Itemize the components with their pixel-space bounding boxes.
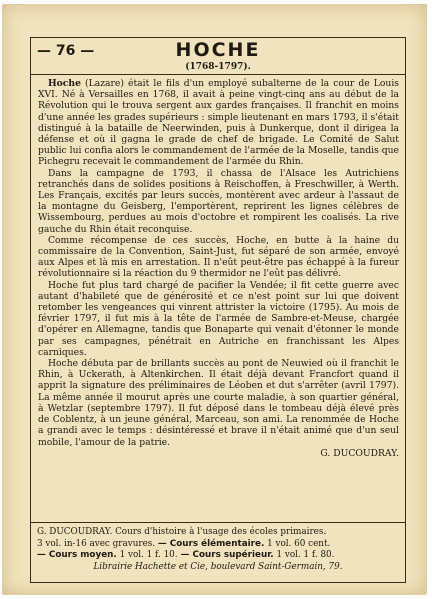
footer-price-elementary: 1 vol. 60 cent. (264, 538, 331, 549)
footer-price-middle: 1 vol. 1 f. 10. (116, 550, 178, 561)
paragraph (38, 78, 399, 168)
paragraph-lead: Hoche (48, 78, 81, 89)
footer-line-3 (37, 550, 399, 562)
paragraph-text: Hoche débuta par de brillants succès au pont de Neuwied où il franchit le Rhin, à Uckerath, à Altenkirchen. Il était déjà devant Francfort quand il apprit la signature des préliminaires de Léoben et dut s'arrêter (avril 1797). La même année il mourut après une courte maladie, à son quartier général, à Wetzlar (septembre 1797). Il fut déposé dans le tombeau déjà élevé près de Coblentz, à un jeune général, Marceau, son ami. La renommée de Hoche a grandi avec le temps : désintéressé et brave il n'était animé que d'un seul mobile, l'amour de la patrie. (38, 358, 399, 448)
paragraph-text: Hoche fut plus tard chargé de pacifier la Vendée; il fit cette guerre avec autant d'habileté que de générosité et ce n'est point sur lui que doivent retomber les vengeances qui vinrent attrister la victoire (1795). Au mois de février 1797, il fut mis à la tête de l'armée de Sambre-et-Meuse, chargée d'opérer en Allemagne, tandis que Bonaparte qui venait d'étonner le monde par ses campagnes, pénétrait en Autriche en franchissant les Alpes carniques. (38, 279, 399, 358)
publisher-footer (31, 522, 405, 582)
footer-publisher: Librairie Hachette et Cie, boulevard Saint-Germain, 79. (93, 561, 343, 572)
paragraph (38, 168, 399, 235)
biography-text (38, 78, 399, 459)
paragraph-text: Comme récompense de ces succès, Hoche, en butte à la haine du commissaire de la Convention, Saint-Just, fut séparé de son armée, envoyé aux Alpes et là mis en arrestation. Il n'eût peut-être pas échappé à la fureur révolutionnaire si la réaction du 9 thermidor ne l'eût pas délivré. (38, 234, 399, 280)
page-number: — 76 — (37, 43, 95, 59)
page-title: HOCHE (175, 39, 261, 61)
footer-course-middle: — Cours moyen. (37, 550, 117, 561)
life-dates: (1768-1797). (185, 62, 251, 72)
footer-format: 3 vol. in-16 avec gravures. (37, 538, 156, 549)
footer-course-elementary: — Cours élémentaire. (157, 538, 265, 549)
trading-card (2, 4, 427, 595)
footer-line-2 (37, 539, 399, 551)
author-signature: G. DUCOUDRAY. (320, 447, 399, 459)
paragraph (38, 235, 399, 280)
footer-price-upper: 1 vol. 1 f. 80. (273, 550, 335, 561)
footer-course-upper: — Cours supérieur. (177, 550, 274, 561)
paragraph-text: (Lazare) était le fils d'un employé subalterne de la cour de Louis XVI. Né à Versailles en 1768, il avait à peine vingt-cinq ans au début de la Révolution qui le trouva sergent aux gardes françaises. Il franchit en moins d'une année les grades supérieurs : simple lieutenant en mars 1793, il s'était distingué à la bataille de Neerwinden, puis à Dunkerque, dont il dirigea la défense et où il gagna le grade de chef de brigade. Le Comité de Salut public lui confia alors le commandement de l'armée de la Moselle, tandis que Pichegru recevait le commandement de l'armée du Rhin. (38, 78, 399, 168)
paragraph (38, 280, 399, 358)
page-header (31, 38, 405, 75)
page-frame (30, 37, 406, 583)
paragraph-text: Dans la campagne de 1793, il chassa de l'Alsace les Autrichiens retranchés dans de solides positions à Reischoffen, à Freschwiller, à Werth. Les Français, excités par leurs succès, montèrent avec ardeur à l'assaut de la montagne du Geisberg, l'emportèrent, reprirent les lignes célèbres de Wissembourg, perdues au mois d'octobre et rompirent les coalisés. La rive gauche du Rhin était reconquise. (38, 167, 399, 235)
footer-line-1: G. DUCOUDRAY. Cours d'histoire à l'usage des écoles primaires. (37, 527, 327, 537)
paragraph (38, 358, 399, 459)
